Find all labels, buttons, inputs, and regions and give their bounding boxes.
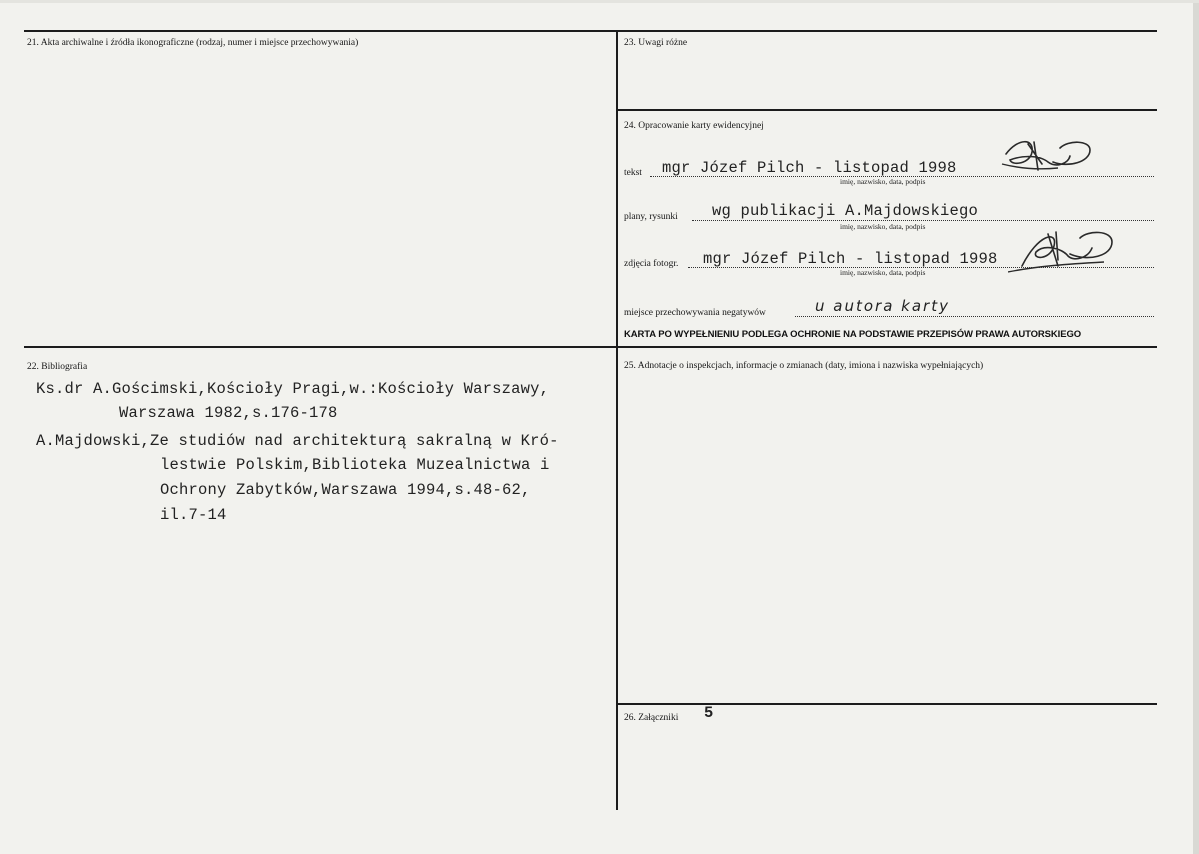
- section-24-label: 24. Opracowanie karty ewidencyjnej: [624, 121, 764, 131]
- zdjecia-label: zdjęcia fotogr.: [624, 259, 679, 269]
- section-23-label: 23. Uwagi różne: [624, 38, 688, 48]
- section-21-label: 21. Akta archiwalne i źródła ikonograficzne (rodzaj, numer i miejsce przechowywania): [27, 38, 359, 48]
- zdjecia-caption: imię, nazwisko, data, podpis: [840, 268, 926, 277]
- tekst-value: mgr Józef Pilch - listopad 1998: [662, 159, 957, 177]
- miejsce-dotted-line: [795, 316, 1154, 317]
- bibliography-line-1: Ks.dr A.Gościmski,Kościoły Pragi,w.:Kościoły Warszawy,: [36, 380, 550, 398]
- miejsce-handwritten-value: u autora karty: [815, 297, 950, 315]
- rule-above-26: [617, 703, 1157, 705]
- bibliography-line-4: lestwie Polskim,Biblioteka Muzealnictwa i: [160, 456, 550, 474]
- paper-right-edge: [1193, 0, 1199, 854]
- center-divider: [616, 30, 618, 810]
- section-25-label: 25. Adnotacje o inspekcjach, informacje o zmianach (daty, imiona i nazwiska wypełniających): [624, 361, 984, 371]
- plany-value: wg publikacji A.Majdowskiego: [712, 202, 979, 220]
- paper-top-edge: [0, 0, 1199, 3]
- section-22-label: 22. Bibliografia: [27, 362, 88, 372]
- bibliography-line-2: Warszawa 1982,s.176-178: [119, 404, 338, 422]
- copyright-warning: KARTA PO WYPEŁNIENIU PODLEGA OCHRONIE NA PODSTAWIE PRZEPISÓW PRAWA AUTORSKIEGO: [624, 329, 1082, 340]
- section-26-label: 26. Załączniki: [624, 713, 679, 723]
- signature-tekst: [998, 134, 1098, 178]
- plany-caption: imię, nazwisko, data, podpis: [840, 222, 926, 231]
- tekst-caption: imię, nazwisko, data, podpis: [840, 177, 926, 186]
- middle-rule: [24, 346, 1157, 348]
- bibliography-line-5: Ochrony Zabytków,Warszawa 1994,s.48-62,: [160, 481, 531, 499]
- miejsce-label: miejsce przechowywania negatywów: [624, 308, 766, 318]
- zdjecia-value: mgr Józef Pilch - listopad 1998: [703, 250, 998, 268]
- bibliography-line-3: A.Majdowski,Ze studiów nad architekturą sakralną w Kró-: [36, 432, 559, 450]
- plany-dotted-line: [692, 220, 1154, 221]
- attachments-count: 5: [704, 704, 714, 722]
- top-rule: [24, 30, 1157, 32]
- signature-zdjecia: [1008, 226, 1120, 282]
- bibliography-line-6: il.7-14: [160, 506, 227, 524]
- rule-below-23: [617, 109, 1157, 111]
- plany-label: plany, rysunki: [624, 212, 678, 222]
- tekst-label: tekst: [624, 168, 642, 178]
